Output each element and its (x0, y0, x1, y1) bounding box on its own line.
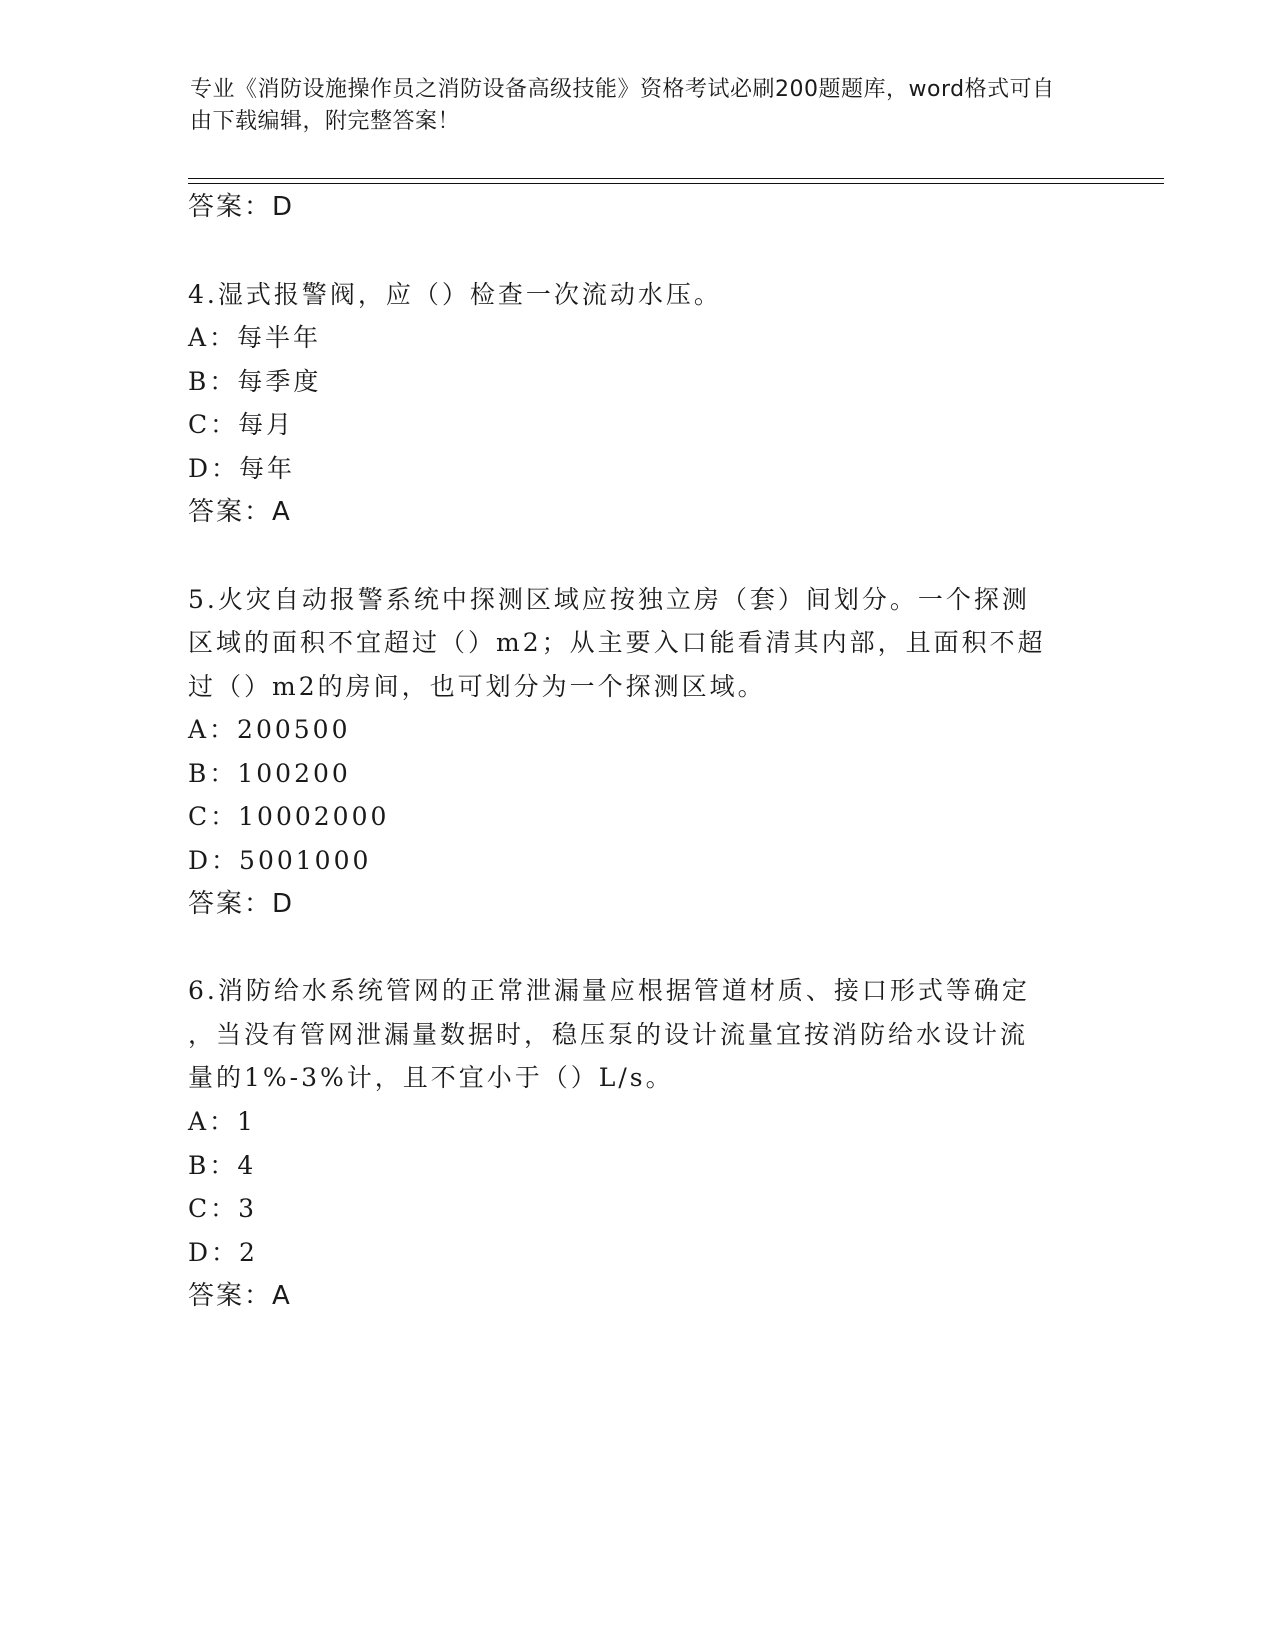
question-6-stem-line-1: 6.消防给水系统管网的正常泄漏量应根据管道材质、接口形式等确定 (188, 976, 1030, 1005)
question-4-option-d: D：每年 (188, 454, 296, 483)
question-5-option-d: D：5001000 (188, 846, 372, 875)
question-5-stem-line-3: 过（）m2的房间，也可划分为一个探测区域。 (188, 672, 766, 701)
question-6-option-c: C：3 (188, 1194, 258, 1223)
question-5-option-b: B：100200 (188, 759, 351, 788)
question-5-stem-line-1: 5.火灾自动报警系统中探测区域应按独立房（套）间划分。一个探测 (188, 585, 1030, 614)
question-6-stem-line-2: ，当没有管网泄漏量数据时，稳压泵的设计流量宜按消防给水设计流 (188, 1020, 1029, 1049)
question-4-stem: 4.湿式报警阀，应（）检查一次流动水压。 (188, 280, 722, 309)
question-4-option-a: A：每半年 (188, 323, 322, 352)
header-rule-bottom (188, 183, 1164, 184)
question-4-answer: 答案：A (188, 497, 292, 527)
question-5-answer: 答案：D (188, 889, 295, 919)
question-6-stem-line-3: 量的1%-3%计，且不宜小于（）L/s。 (188, 1063, 674, 1092)
question-6-answer: 答案：A (188, 1281, 292, 1311)
question-6-option-b: B：4 (188, 1151, 257, 1180)
question-5-option-c: C：10002000 (188, 802, 390, 831)
question-4-option-c: C：每月 (188, 410, 295, 439)
question-4-option-b: B：每季度 (188, 367, 322, 396)
previous-answer: 答案：D (188, 192, 295, 222)
document-header: 专业《消防设施操作员之消防设备高级技能》资格考试必刷200题题库，word格式可自由下载编辑，附完整答案！ (190, 77, 1055, 134)
question-5-stem-line-2: 区域的面积不宜超过（）m2；从主要入口能看清其内部，且面积不超 (188, 628, 1046, 657)
header-rule-top (188, 178, 1164, 179)
question-6-option-d: D：2 (188, 1238, 258, 1267)
question-5-option-a: A：200500 (188, 715, 351, 744)
question-6-option-a: A：1 (188, 1107, 256, 1136)
